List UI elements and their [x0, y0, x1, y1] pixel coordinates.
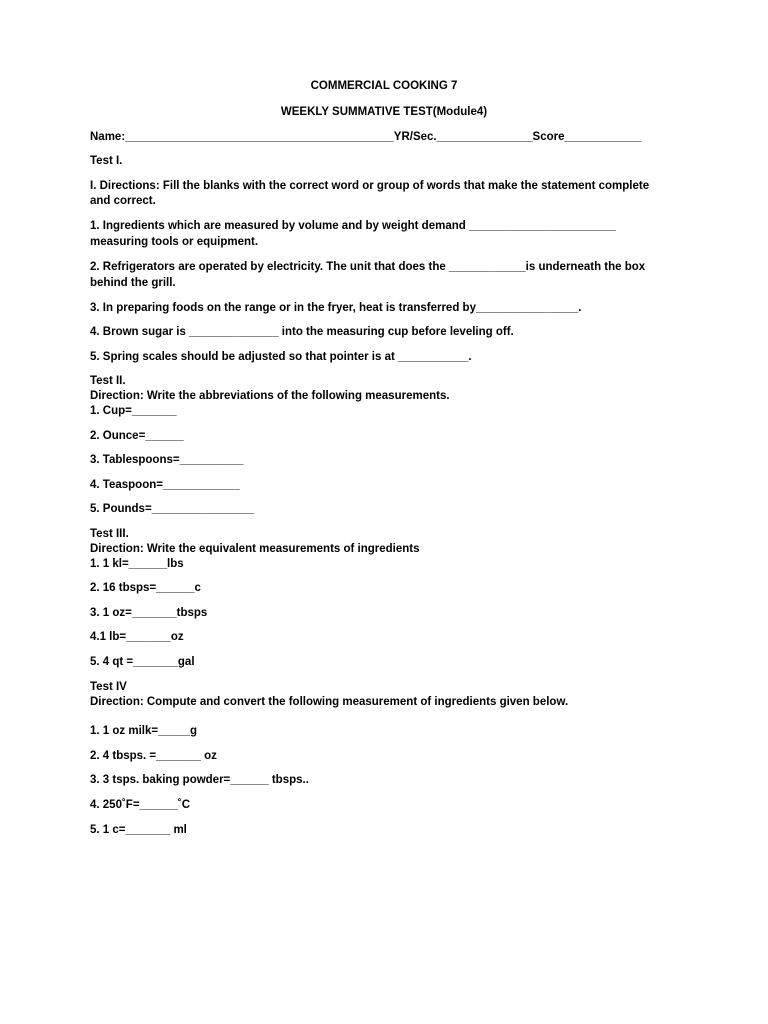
test2-item-5: 5. Pounds=________________ [90, 503, 254, 515]
test1-item2-line1: 2. Refrigerators are operated by electricity. The unit that does the ____________is underneath the box [90, 261, 646, 273]
test1-item4: 4. Brown sugar is ______________ into the measuring cup before leveling off. [90, 326, 514, 338]
document-title: COMMERCIAL COOKING 7 [310, 80, 458, 92]
test3-item-4: 4.1 lb=_______oz [90, 631, 184, 643]
test4-item-3: 3. 3 tsps. baking powder=______ tbsps.. [90, 774, 309, 786]
test1-item1-line1: 1. Ingredients which are measured by volume and by weight demand _______________________ [90, 220, 617, 232]
test1-directions-line1: I. Directions: Fill the blanks with the correct word or group of words that make the statement complete [90, 180, 650, 192]
test2-item-3: 3. Tablespoons=__________ [90, 454, 244, 466]
test4-item-4: 4. 250˚F=______˚C [90, 799, 191, 811]
name-line: Name:__________________________________________YR/Sec._______________Score____________ [90, 131, 642, 143]
test1-directions-line2: and correct. [90, 195, 156, 207]
test4-item-1: 1. 1 oz milk=_____g [90, 725, 198, 737]
test3-direction: Direction: Write the equivalent measurements of ingredients [90, 543, 420, 555]
test2-item-1: 1. Cup=_______ [90, 405, 177, 417]
test3-item-3: 3. 1 oz=_______tbsps [90, 607, 208, 619]
test1-item3: 3. In preparing foods on the range or in the fryer, heat is transferred by________________. [90, 302, 582, 314]
test3-item-5: 5. 4 qt =_______gal [90, 656, 195, 668]
test4-heading: Test IV [90, 681, 127, 693]
test1-item5: 5. Spring scales should be adjusted so that pointer is at ___________. [90, 351, 472, 363]
test2-direction: Direction: Write the abbreviations of the following measurements. [90, 390, 450, 402]
test2-heading: Test II. [90, 375, 126, 387]
test3-item-1: 1. 1 kl=______lbs [90, 558, 184, 570]
test3-heading: Test III. [90, 528, 129, 540]
test4-direction: Direction: Compute and convert the following measurement of ingredients given below. [90, 696, 569, 708]
test2-item-4: 4. Teaspoon=____________ [90, 479, 240, 491]
test1-heading: Test I. [90, 155, 123, 167]
test2-item-2: 2. Ounce=______ [90, 430, 184, 442]
test4-item-2: 2. 4 tbsps. =_______ oz [90, 750, 217, 762]
test1-item2-line2: behind the grill. [90, 277, 176, 289]
document-subtitle: WEEKLY SUMMATIVE TEST(Module4) [280, 106, 488, 118]
test3-item-2: 2. 16 tbsps=______c [90, 582, 201, 594]
test4-item-5: 5. 1 c=_______ ml [90, 824, 187, 836]
test1-item1-line2: measuring tools or equipment. [90, 236, 259, 248]
